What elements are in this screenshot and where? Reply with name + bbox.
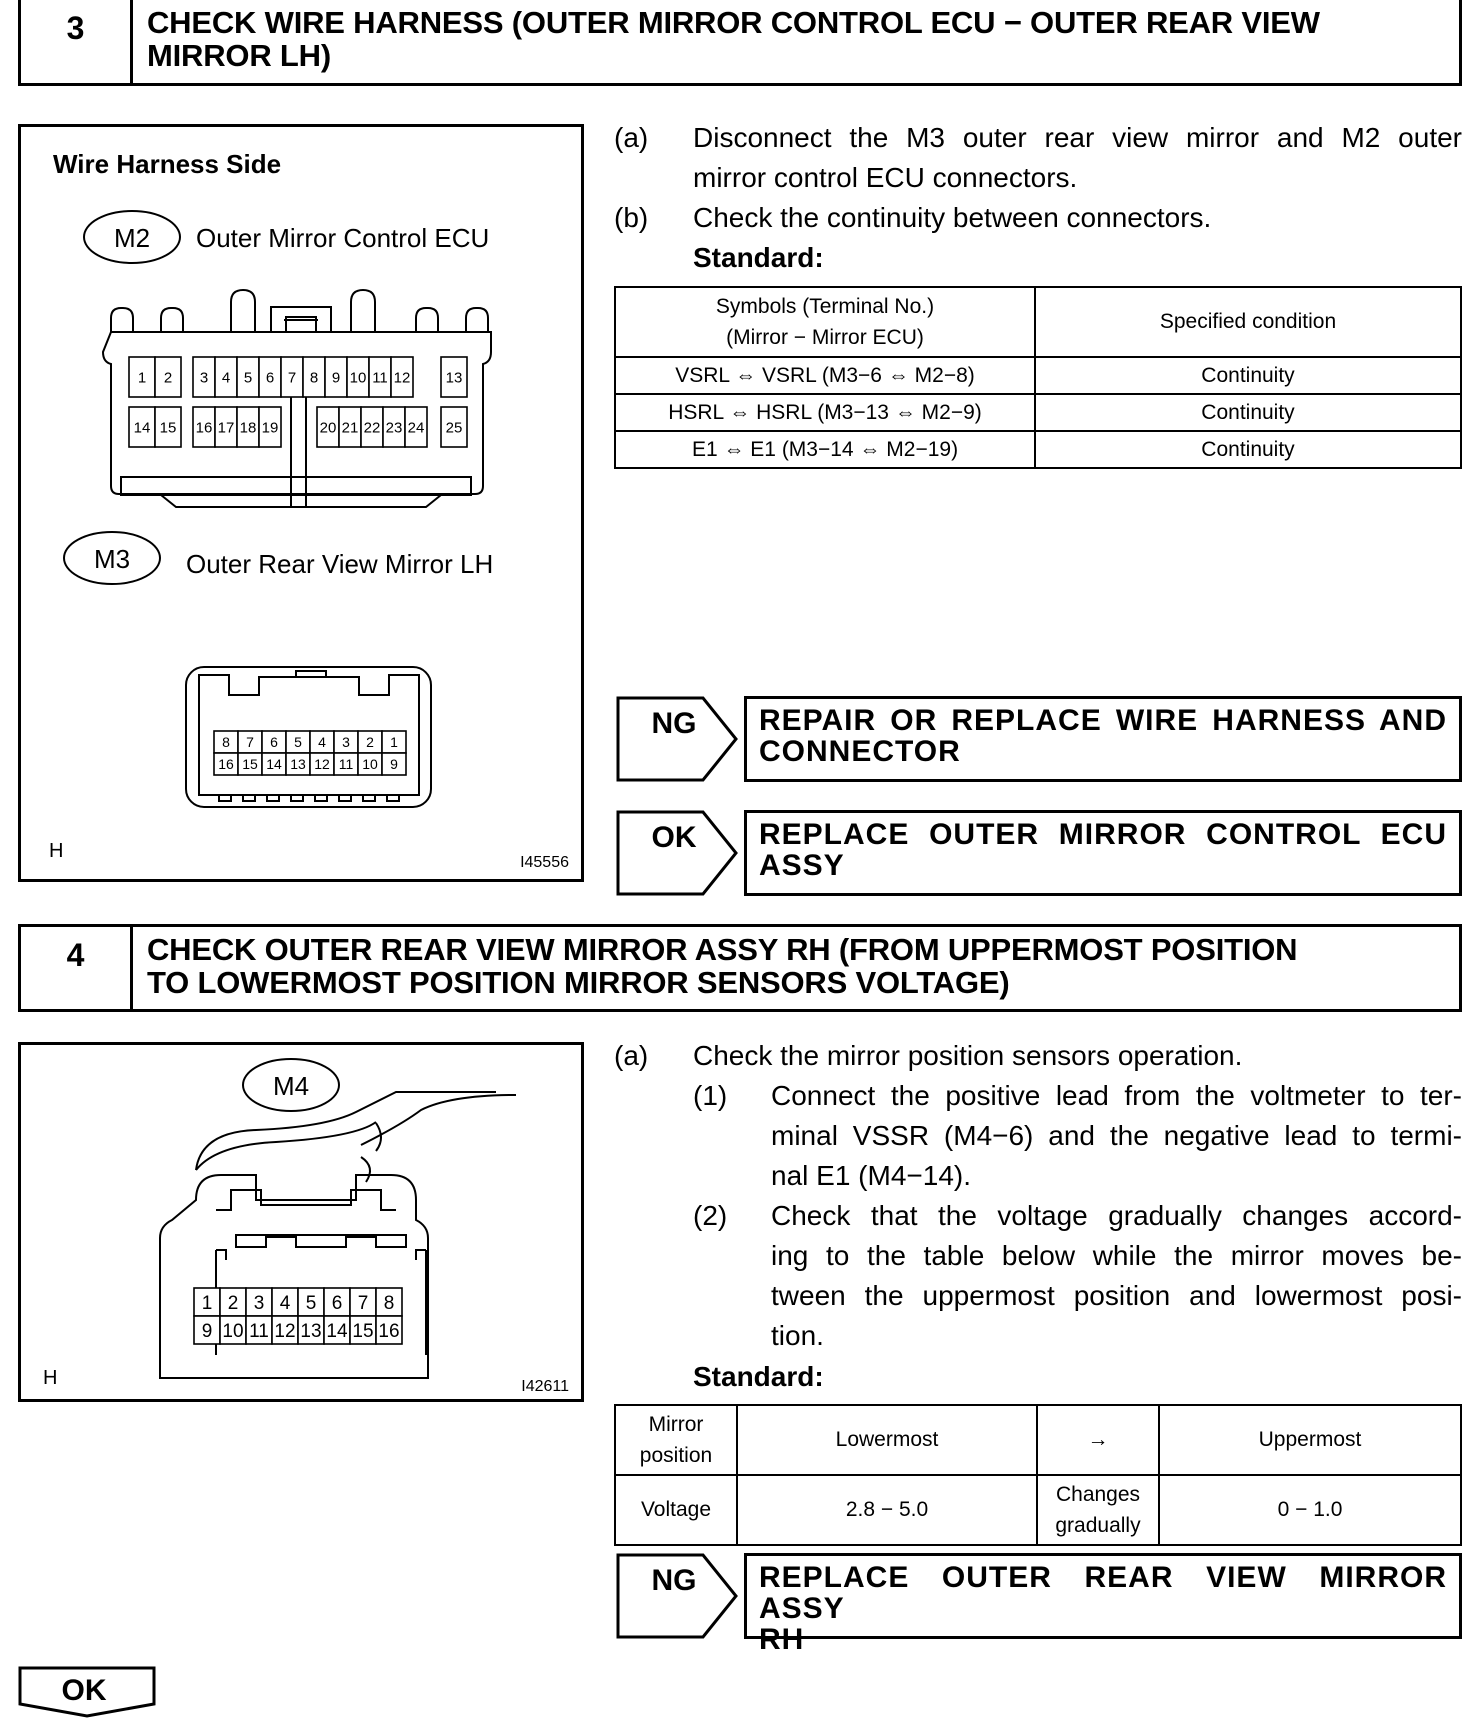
step3-ng-result-line2: CONNECTOR: [759, 735, 961, 768]
connector-pin-number: 5: [305, 1292, 317, 1314]
connector-pin-number: 21: [341, 419, 359, 437]
step4-sub1-line3: nal E1 (M4−14).: [771, 1160, 971, 1191]
connector-pin-number: 16: [195, 419, 213, 437]
connector-pin-number: 14: [266, 756, 282, 773]
step4-connector-diagram: [21, 1045, 581, 1399]
connector-pin-number: 18: [239, 419, 257, 437]
step3-table-header-symbols-line2: (Mirror − Mirror ECU): [726, 326, 924, 349]
connector-pin-number: 12: [314, 756, 330, 773]
connector-pin-number: 3: [253, 1292, 265, 1314]
connector-pin-number: 10: [349, 369, 367, 387]
connector-pin-number: 25: [445, 419, 463, 437]
step3-connector-diagram: [21, 127, 581, 879]
step4-ng-result: [744, 1553, 1462, 1656]
step4-table-lowermost: Lowermost: [737, 1405, 1037, 1475]
step3-table-header-condition: Specified condition: [1035, 287, 1461, 357]
connector-pin-number: 4: [221, 369, 231, 387]
connector-pin-number: 2: [163, 369, 173, 387]
step4-title-line1: CHECK OUTER REAR VIEW MIRROR ASSY RH (FROM UPPERMOST POSITION: [147, 932, 1298, 967]
step3-b-line1: Check the continuity between connectors.: [693, 202, 1212, 233]
connector-pin-number: 7: [287, 369, 297, 387]
step3-row1-symbols: VSRL ⇔ VSRL (M3−6 ⇔ M2−8): [615, 357, 1035, 394]
step4-ok-arrow: [18, 1666, 158, 1720]
connector-pin-number: 16: [378, 1320, 400, 1342]
step4-number: 4: [21, 927, 133, 1009]
step3-row3-symbols: E1 ⇔ E1 (M3−14 ⇔ M2−19): [615, 431, 1035, 468]
connector-pin-number: 12: [274, 1320, 296, 1342]
step4-spec-table: [614, 1404, 1462, 1546]
step3-ok-flag-text: OK: [651, 821, 697, 854]
connector-pin-number: 6: [331, 1292, 343, 1314]
step4-instructions: [614, 1036, 1462, 1396]
step3-figure-corner: H: [49, 840, 64, 862]
step3-standard-label: Standard:: [693, 242, 824, 273]
step4-figure-corner: H: [43, 1367, 58, 1389]
step3-table-header-symbols: [615, 287, 1035, 357]
connector-pin-number: 9: [390, 756, 398, 773]
m2-pins-bottom: [129, 407, 467, 447]
step4-a-text: Check the mirror position sensors operation.: [693, 1040, 1243, 1071]
step4-table-uppermost: Uppermost: [1159, 1405, 1461, 1475]
step3-ng-result: [744, 696, 1462, 782]
step3-a: [614, 118, 1462, 198]
table-row: [615, 357, 1461, 394]
step4-table-mirror-position-header: [615, 1405, 737, 1475]
connector-pin-number: 5: [294, 734, 302, 751]
step4-sub2-line2: ing to the table below while the mirror moves be-: [771, 1240, 1462, 1271]
step3-ng-flag-text: NG: [651, 707, 697, 740]
step4-table-changes: [1037, 1475, 1159, 1545]
m2-tag: M2: [113, 223, 151, 253]
step4-table-changes-line1: Changes: [1055, 1483, 1141, 1506]
step4-title: [147, 933, 1441, 999]
connector-tooth: [219, 795, 231, 801]
connector-tooth: [291, 795, 303, 801]
connector-pin-number: 20: [319, 419, 337, 437]
m3-pins-bottom: [214, 753, 406, 775]
step3-table-header-symbols-line1: Symbols (Terminal No.): [715, 295, 935, 318]
table-row: [615, 1475, 1461, 1545]
connector-tooth: [363, 795, 375, 801]
step4-table-uppermost-voltage: 0 − 1.0: [1159, 1475, 1461, 1545]
step4-sub1-line1: Connect the positive lead from the voltmeter to ter-: [771, 1080, 1462, 1111]
step4-sub1-line2: minal VSSR (M4−6) and the negative lead to termi-: [771, 1120, 1462, 1151]
connector-pin-number: 3: [342, 734, 350, 751]
step4-ng-result-line1: REPLACE OUTER REAR VIEW MIRROR ASSY: [759, 1561, 1447, 1625]
step3-b: [614, 198, 1462, 238]
step3-a-label: (a): [614, 122, 649, 153]
m4-wires: [196, 1092, 516, 1182]
connector-pin-number: 17: [217, 419, 235, 437]
step3-ng-flag: [616, 696, 740, 782]
connector-pin-number: 1: [390, 734, 398, 751]
wire-harness-side-heading: Wire Harness Side: [53, 149, 282, 179]
connector-pin-number: 14: [326, 1320, 348, 1342]
step4-table-changes-line2: gradually: [1055, 1514, 1141, 1537]
connector-pin-number: 8: [222, 734, 230, 751]
step4-figure-code: I42611: [521, 1378, 569, 1395]
step3-title-line2: MIRROR LH): [147, 38, 331, 73]
step3-ok-result: [744, 810, 1462, 896]
step3-ok-result-line2: ASSY: [759, 849, 845, 882]
step4-table-voltage-header: Voltage: [615, 1475, 737, 1545]
table-row: [615, 431, 1461, 468]
connector-pin-number: 7: [357, 1292, 369, 1314]
step3-row1-condition: Continuity: [1035, 357, 1461, 394]
connector-pin-number: 23: [385, 419, 403, 437]
connector-pin-number: 24: [407, 419, 425, 437]
step3-instructions: [614, 118, 1462, 238]
table-row: [615, 394, 1461, 431]
step3-figure-code: I45556: [520, 854, 569, 871]
step3-b-label: (b): [614, 202, 649, 233]
step4-a-label: (a): [614, 1040, 649, 1071]
step4-table-mirror-line1: Mirror: [648, 1413, 704, 1436]
connector-pin-number: 16: [218, 756, 234, 773]
step3-title: [147, 6, 1441, 72]
connector-pin-number: 15: [159, 419, 177, 437]
step3-a-line2: mirror control ECU connectors.: [693, 162, 1078, 193]
table-row: [615, 1405, 1461, 1475]
step4-table-arrow: →: [1037, 1405, 1159, 1475]
connector-pin-number: 4: [279, 1292, 291, 1314]
m4-pins-bottom: [194, 1316, 402, 1344]
connector-pin-number: 8: [309, 369, 319, 387]
connector-pin-number: 19: [261, 419, 279, 437]
connector-pin-number: 7: [246, 734, 254, 751]
m3-label: Outer Rear View Mirror LH: [186, 549, 494, 579]
step4-ok-arrow-text: OK: [61, 1674, 107, 1707]
connector-pin-number: 8: [383, 1292, 395, 1314]
m2-connector: [103, 290, 491, 507]
step3-row2-symbols: HSRL ⇔ HSRL (M3−13 ⇔ M2−9): [615, 394, 1035, 431]
m2-pins-top: [129, 357, 467, 397]
step3-title-line1: CHECK WIRE HARNESS (OUTER MIRROR CONTROL ECU − OUTER REAR VIEW: [147, 5, 1320, 40]
connector-pin-number: 3: [199, 369, 209, 387]
connector-pin-number: 1: [137, 369, 147, 387]
connector-pin-number: 6: [270, 734, 278, 751]
connector-pin-number: 13: [300, 1320, 322, 1342]
m3-pins-top: [214, 731, 406, 753]
step4-sub2-line1: Check that the voltage gradually changes accord-: [771, 1200, 1462, 1231]
step4-title-line2: TO LOWERMOST POSITION MIRROR SENSORS VOLTAGE): [147, 965, 1010, 1000]
step4-header: [18, 924, 1462, 1012]
connector-pin-number: 2: [366, 734, 374, 751]
step4-sub2-line3: tween the uppermost position and lowermost posi-: [771, 1280, 1462, 1311]
step3-ok-flag: [616, 810, 740, 896]
step3-ok-result-line1: REPLACE OUTER MIRROR CONTROL ECU: [759, 818, 1447, 851]
connector-pin-number: 13: [290, 756, 306, 773]
connector-pin-number: 4: [318, 734, 326, 751]
step4-ng-result-line2: RH: [759, 1623, 805, 1656]
connector-pin-number: 10: [222, 1320, 244, 1342]
step4-sub2-line4: tion.: [771, 1320, 824, 1351]
m2-label: Outer Mirror Control ECU: [196, 223, 490, 253]
step3-figure: [18, 124, 584, 882]
step4-sub2-label: (2): [693, 1200, 728, 1231]
step3-spec-table: [614, 286, 1462, 469]
connector-tooth: [315, 795, 327, 801]
step3-row2-condition: Continuity: [1035, 394, 1461, 431]
connector-pin-number: 1: [201, 1292, 213, 1314]
connector-tooth: [243, 795, 255, 801]
step4-table-lowermost-voltage: 2.8 − 5.0: [737, 1475, 1037, 1545]
step3-row3-condition: Continuity: [1035, 431, 1461, 468]
step4-standard-label: Standard:: [693, 1361, 824, 1392]
m4-pins-top: [194, 1288, 402, 1316]
connector-pin-number: 5: [243, 369, 253, 387]
connector-tooth: [267, 795, 279, 801]
connector-pin-number: 11: [372, 369, 388, 387]
step4-figure: [18, 1042, 584, 1402]
connector-pin-number: 10: [362, 756, 378, 773]
step3-number: 3: [21, 0, 133, 83]
connector-pin-number: 9: [331, 369, 341, 387]
step4-sub1-label: (1): [693, 1080, 728, 1111]
step4-ng-flag: [616, 1553, 740, 1639]
m4-tag: M4: [272, 1071, 310, 1101]
connector-pin-number: 14: [133, 419, 151, 437]
connector-pin-number: 9: [201, 1320, 213, 1342]
connector-pin-number: 11: [249, 1320, 269, 1342]
m4-connector: [160, 1175, 428, 1378]
connector-pin-number: 6: [265, 369, 275, 387]
step3-header: [18, 0, 1462, 86]
connector-tooth: [339, 795, 351, 801]
connector-pin-number: 15: [242, 756, 258, 773]
connector-pin-number: 2: [227, 1292, 239, 1314]
step3-ng-result-line1: REPAIR OR REPLACE WIRE HARNESS AND: [759, 704, 1447, 737]
connector-pin-number: 15: [352, 1320, 374, 1342]
connector-pin-number: 11: [338, 756, 354, 773]
m3-tag: M3: [93, 544, 131, 574]
connector-tooth: [387, 795, 399, 801]
step3-a-line1: Disconnect the M3 outer rear view mirror and M2 outer: [693, 122, 1462, 153]
connector-pin-number: 12: [393, 369, 411, 387]
connector-pin-number: 13: [445, 369, 463, 387]
step4-ng-flag-text: NG: [651, 1564, 697, 1597]
connector-pin-number: 22: [363, 419, 381, 437]
step4-table-mirror-line2: position: [639, 1444, 713, 1467]
